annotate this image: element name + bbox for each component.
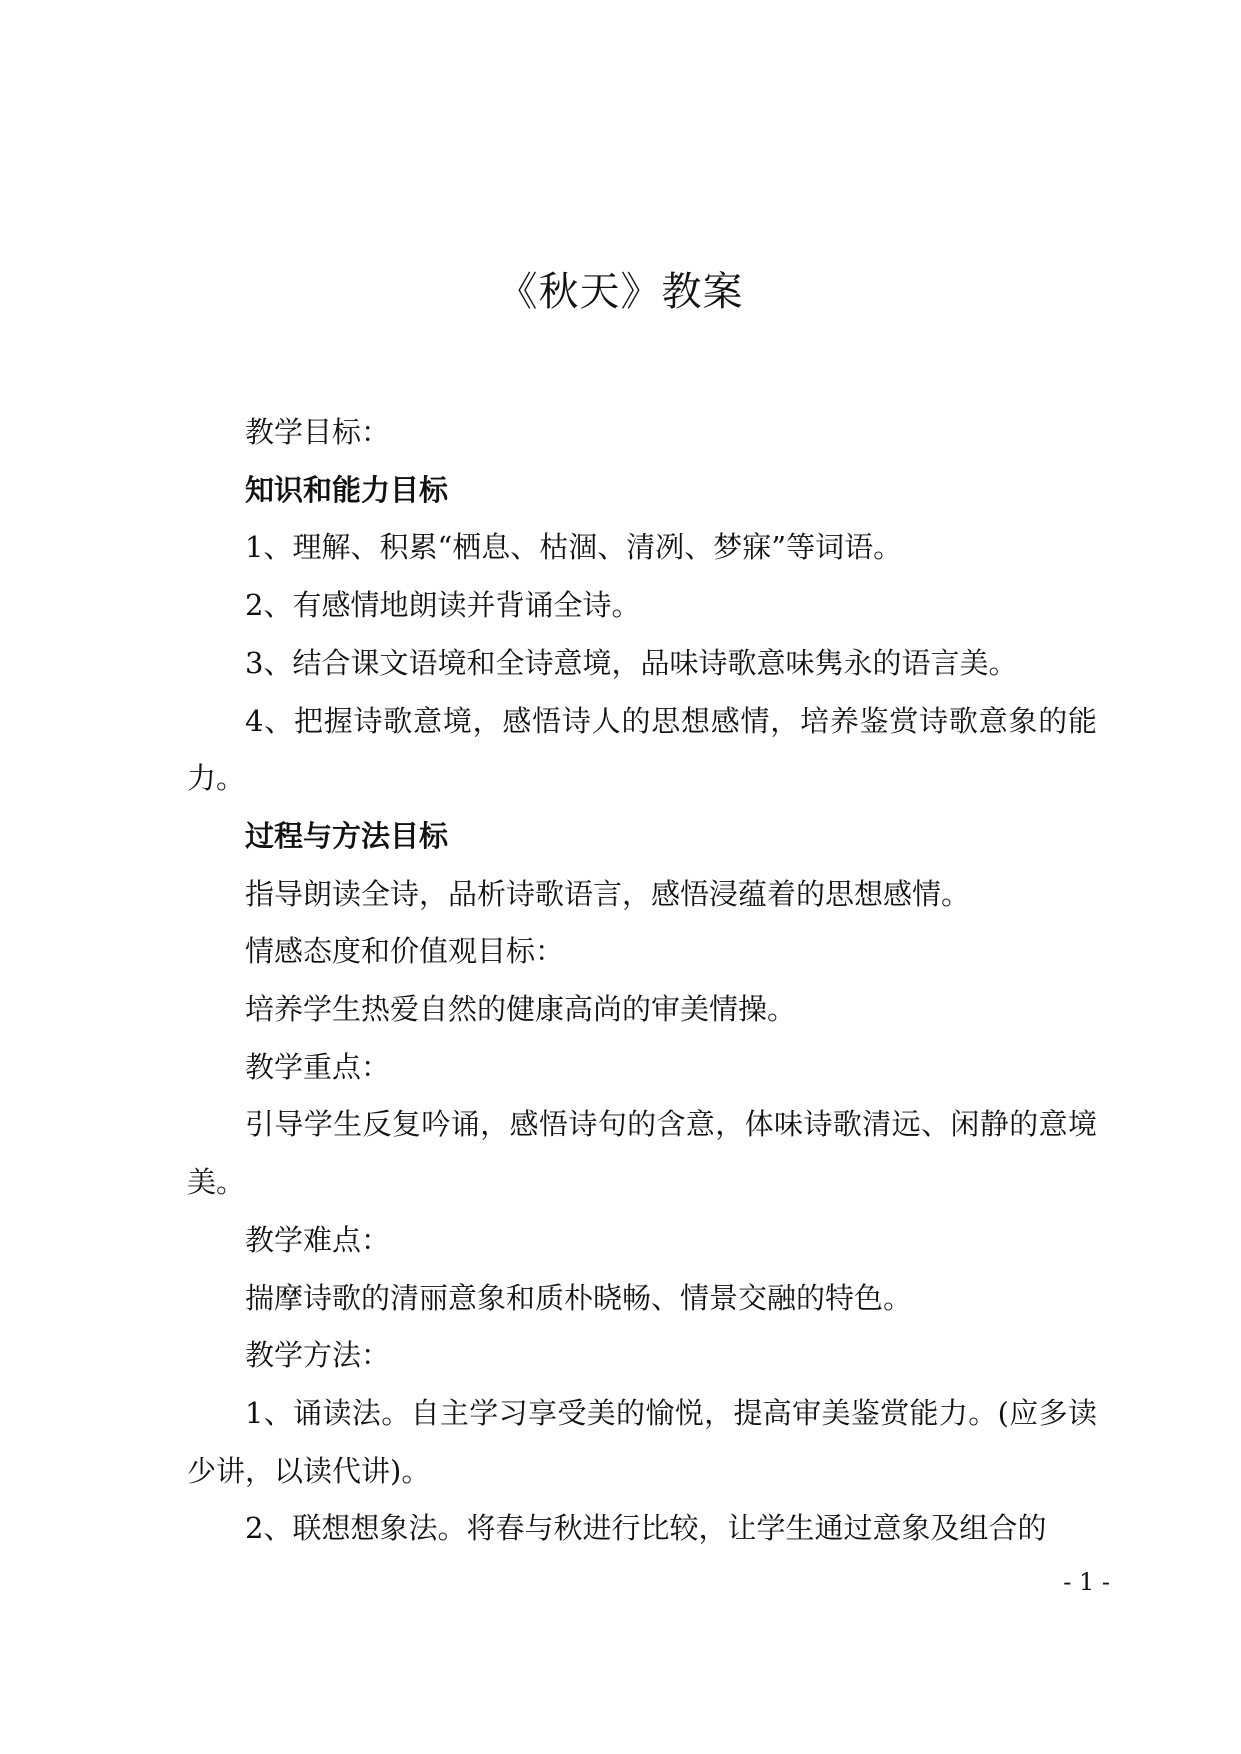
paragraph: 教学方法： xyxy=(245,1338,391,1373)
paragraph: 培养学生热爱自然的健康高尚的审美情操。 xyxy=(245,992,797,1027)
paragraph: 情感态度和价值观目标： xyxy=(245,934,565,969)
paragraph: 1、诵读法。自主学习享受美的愉悦，提高审美鉴赏能力。(应多读少讲，以读代讲)。 xyxy=(187,1395,1097,1488)
section-heading: 过程与方法目标 xyxy=(245,818,449,853)
paragraph: 3、结合课文语境和全诗意境，品味诗歌意味隽永的语言美。 xyxy=(245,645,1018,680)
page-number: - 1 - xyxy=(1063,1568,1110,1596)
section-heading: 知识和能力目标 xyxy=(245,472,449,507)
paragraph: 2、联想想象法。将春与秋进行比较，让学生通过意象及组合的 xyxy=(245,1511,1047,1546)
paragraph: 1、理解、积累“栖息、枯涸、清冽、梦寐”等词语。 xyxy=(245,530,903,565)
paragraph: 教学目标： xyxy=(245,415,391,449)
paragraph: 指导朗读全诗，品析诗歌语言，感悟浸蕴着的思想感情。 xyxy=(245,876,971,911)
paragraph: 教学重点： xyxy=(245,1049,391,1084)
paragraph: 引导学生反复吟诵，感悟诗句的含意，体味诗歌清远、闲静的意境美。 xyxy=(187,1107,1097,1200)
paragraph: 4、把握诗歌意境，感悟诗人的思想感情，培养鉴赏诗歌意象的能力。 xyxy=(187,703,1097,796)
paragraph: 2、有感情地朗读并背诵全诗。 xyxy=(245,588,641,623)
document-title: 《秋天》教案 xyxy=(497,269,744,315)
document-body xyxy=(187,404,1097,1558)
paragraph: 教学难点： xyxy=(245,1222,391,1257)
paragraph: 揣摩诗歌的清丽意象和质朴晓畅、情景交融的特色。 xyxy=(245,1280,913,1315)
